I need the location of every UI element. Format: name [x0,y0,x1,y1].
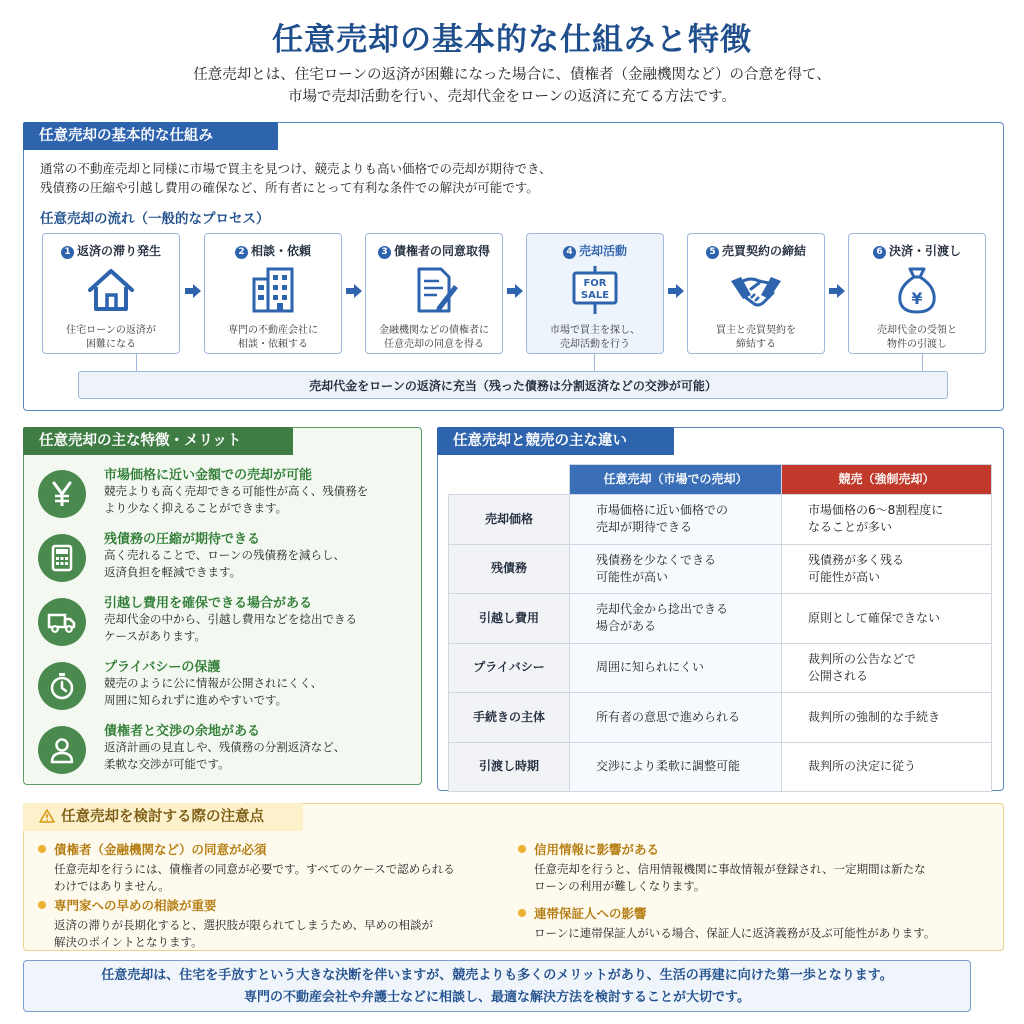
row-label: 売却価格 [449,495,570,545]
flow-summary-bar: 売却代金をローンの返済に充当（残った債務は分割返済などの交渉が可能） [78,371,948,399]
flow-step-3 [365,233,503,354]
step-description [366,324,502,352]
step-label: 債権者の同意取得 [393,244,490,258]
flow-step-6 [848,233,986,354]
merit-title: 債権者と交渉の余地がある [104,724,261,739]
caution-title-label: 連帯保証人への影響 [534,906,647,921]
cell-line: 裁判所の強制的な手続き [808,709,941,724]
merit-description [104,547,409,581]
step-description [43,324,179,352]
person-icon [47,735,77,765]
connector-line [594,354,595,371]
merit-desc-line-1: 競売よりも高く売却できる可能性が高く、残債務を [104,484,369,498]
cell-line: 交渉により柔軟に調整可能 [596,759,741,774]
cell-line: 可能性が高い [808,569,881,584]
merit-description [104,483,409,517]
caution-desc-line-1: 任意売却を行うと、信用情報機関に事故情報が登録され、一定期間は新たな [534,862,926,876]
merit-description [104,739,409,773]
step-desc-line-1: 市場で買主を探し、 [550,325,640,336]
step-label: 決済・引渡し [888,244,961,258]
step-description [205,324,341,352]
cell-nin-i [570,544,782,594]
merit-item-1 [38,464,413,524]
merit-description [104,675,409,709]
table-row [449,594,992,644]
cell-line: 市場価格の6〜8割程度に [808,503,944,518]
step-title [43,242,179,259]
merit-title: プライバシーの保護 [104,660,221,675]
merit-desc-line-2: 柔軟な交渉が可能です。 [104,757,230,771]
flow-step-2 [204,233,342,354]
row-label: 引越し費用 [449,594,570,644]
mechanism-heading: 任意売却の基本的な仕組み [23,122,278,150]
arrow-right-icon [184,283,202,299]
merit-item-2 [38,528,413,588]
step-number: 4 [563,246,576,259]
caution-desc-line-2: わけではありません。 [54,879,170,893]
mechanism-desc-line-1: 通常の不動産売却と同様に市場で買主を見つけ、競売よりも高い価格での売却が期待でき、 [40,161,552,176]
mechanism-description [40,159,990,197]
cell-line: 公開される [808,668,869,683]
caution-title [518,840,996,858]
cell-keibai [782,594,992,644]
step-number: 5 [706,246,719,259]
cell-line: 所有者の意思で進められる [596,709,741,724]
comparison-section [437,427,1004,791]
row-label: 残債務 [449,544,570,594]
table-header-row [449,465,992,495]
mechanism-section [23,122,1004,411]
step-desc-line-2: 相談・依頼する [238,339,308,350]
merit-title: 残債務の圧縮が期待できる [104,532,261,547]
intro-line-1: 任意売却とは、住宅ローンの返済が困難になった場合に、債権者（金融機関など）の合意を得て、 [193,67,831,83]
step-desc-line-1: 住宅ローンの返済が [66,325,156,336]
cell-line: 周囲に知られにくい [596,660,705,675]
merit-icon-circle [38,662,86,710]
merits-section [23,427,422,785]
merit-icon-circle [38,470,86,518]
bullet-dot [38,901,46,909]
cell-line: 売却代金から捻出できる [596,602,729,617]
caution-item-1 [38,840,508,895]
merit-description [104,611,409,645]
closing-message [23,960,971,1012]
row-label: プライバシー [449,643,570,693]
cell-line: 原則として確保できない [808,610,941,625]
intro-line-2: 市場で売却活動を行い、売却代金をローンの返済に充てる方法です。 [287,89,737,105]
caution-title [38,896,508,914]
step-desc-line-2: 任意売却の同意を得る [384,339,484,350]
caution-title-label: 信用情報に影響がある [534,842,660,857]
table-row [449,643,992,693]
merit-desc-line-1: 競売のように公に情報が公開されにくく、 [104,676,323,690]
cell-line: 残債務が多く残る [808,552,905,567]
sign-text-sale: SALE [580,290,610,301]
table-row [449,544,992,594]
step-desc-line-1: 買主と売買契約を [716,325,796,336]
sign-text-for: FOR [583,278,607,289]
step-title [688,242,824,259]
bullet-dot [518,909,526,917]
caution-item-4 [518,904,996,942]
caution-title-label: 債権者（金融機関など）の同意が必須 [54,842,267,857]
step-desc-line-1: 金融機関などの債権者に [379,325,489,336]
caution-item-3 [518,840,996,895]
cell-keibai [782,495,992,545]
merit-item-5 [38,720,413,780]
flow-step-5 [687,233,825,354]
step-desc-line-2: 締結する [736,339,776,350]
step-label: 相談・依頼 [250,244,311,258]
table-row [449,495,992,545]
cell-nin-i [570,693,782,743]
cell-line: なることが多い [808,520,893,535]
caution-title [518,904,996,922]
handshake-icon [729,265,783,315]
bullet-dot [38,845,46,853]
intro-text [0,64,1024,108]
caution-desc-line-2: 解決のポイントとなります。 [54,935,203,949]
merit-icon-circle [38,598,86,646]
merit-item-4 [38,656,413,716]
comparison-table [448,464,992,792]
cell-nin-i [570,594,782,644]
cell-line: 可能性が高い [596,569,669,584]
document-icon [407,265,461,315]
caution-desc-line-1: 任意売却を行うには、債権者の同意が必要です。すべてのケースで認められる [54,862,455,876]
connector-line [922,354,923,371]
cell-keibai [782,693,992,743]
merit-desc-line-2: 周囲に知られずに進めやすいです。 [104,693,288,707]
column-header-nin-i-baikyaku: 任意売却（市場での売却） [570,465,782,495]
caution-description [534,925,996,942]
step-number: 3 [378,246,391,259]
closing-line-2: 専門の不動産会社や弁護士などに相談し、最適な解決方法を検討することが大切です。 [244,990,750,1005]
step-label: 売却活動 [578,244,627,258]
building-icon [246,265,300,315]
step-label: 売買契約の締結 [721,244,806,258]
flow-title: 任意売却の流れ（一般的なプロセス） [40,211,270,227]
row-label: 手続きの主体 [449,693,570,743]
flow-step-4 [526,233,664,354]
merit-icon-circle [38,726,86,774]
table-row [449,742,992,792]
step-description [849,324,985,352]
cell-nin-i [570,495,782,545]
svg-text:¥: ¥ [911,289,923,308]
step-number: 6 [873,246,886,259]
cell-keibai [782,643,992,693]
step-desc-line-2: 売却活動を行う [560,339,630,350]
merit-item-3 [38,592,413,652]
cell-nin-i [570,643,782,693]
cell-line: 売却が期待できる [596,520,693,535]
caution-desc-line-1: ローンに連帯保証人がいる場合、保証人に返済義務が及ぶ可能性があります。 [534,926,936,940]
step-number: 1 [61,246,74,259]
merit-desc-line-2: ケースがあります。 [104,629,207,643]
cell-line: 裁判所の決定に従う [808,759,917,774]
table-row [449,693,992,743]
comparison-heading: 任意売却と競売の主な違い [437,427,674,455]
caution-item-2 [38,896,508,951]
caution-desc-line-1: 返済の滞りが長期化すると、選択肢が限られてしまうため、早めの相談が [54,918,434,932]
for-sale-sign-icon [568,265,622,315]
cautions-heading [23,803,303,831]
stopwatch-icon [47,671,77,701]
cell-keibai [782,544,992,594]
merit-desc-line-1: 高く売れることで、ローンの残債務を減らし、 [104,548,346,562]
step-title [527,242,663,259]
arrow-right-icon [667,283,685,299]
merit-icon-circle [38,534,86,582]
caution-description [534,861,996,895]
step-description [527,324,663,352]
step-number: 2 [235,246,248,259]
yen-icon [47,479,77,509]
money-bag-icon [890,265,944,315]
connector-line [136,354,137,371]
page-title: 任意売却の基本的な仕組みと特徴 [272,22,752,58]
caution-title-label: 専門家への早めの相談が重要 [54,898,217,913]
merit-title: 市場価格に近い金額での売却が可能 [104,468,313,483]
flow-step-1 [42,233,180,354]
merit-desc-line-1: 売却代金の中から、引越し費用などを捻出できる [104,612,357,626]
merit-desc-line-2: より少なく抑えることができます。 [104,501,288,515]
cautions-heading-label: 任意売却を検討する際の注意点 [61,809,264,825]
row-label: 引渡し時期 [449,742,570,792]
arrow-right-icon [828,283,846,299]
step-title [366,242,502,259]
step-desc-line-1: 売却代金の受領と [877,325,957,336]
cell-line: 場合がある [596,619,657,634]
step-title [205,242,341,259]
caution-description [54,917,508,951]
step-desc-line-1: 専門の不動産会社に [228,325,318,336]
arrow-right-icon [506,283,524,299]
table-corner [449,465,570,495]
merit-title: 引越し費用を確保できる場合がある [104,596,313,611]
merit-desc-line-2: 返済負担を軽減できます。 [104,565,242,579]
house-icon [84,265,138,315]
calculator-icon [47,543,77,573]
truck-icon [47,607,77,637]
bullet-dot [518,845,526,853]
caution-desc-line-2: ローンの利用が難しくなります。 [534,879,706,893]
closing-line-1: 任意売却は、住宅を手放すという大きな決断を伴いますが、競売よりも多くのメリットがあり、生活の再建に向けた第一歩となります。 [101,968,893,983]
step-label: 返済の滞り発生 [76,244,161,258]
cell-nin-i [570,742,782,792]
caution-title [38,840,508,858]
mechanism-desc-line-2: 残債務の圧縮や引越し費用の確保など、所有者にとって有利な条件での解決が可能です。 [40,180,539,195]
merit-desc-line-1: 返済計画の見直しや、残債務の分割返済など、 [104,740,346,754]
step-desc-line-2: 困難になる [86,339,136,350]
cell-line: 残債務を少なくできる [596,552,717,567]
step-title [849,242,985,259]
step-desc-line-2: 物件の引渡し [887,339,947,350]
cell-keibai [782,742,992,792]
column-header-keibai: 競売（強制売却） [782,465,992,495]
caution-description [54,861,508,895]
arrow-right-icon [345,283,363,299]
merits-heading: 任意売却の主な特徴・メリット [23,427,293,455]
cell-line: 市場価格に近い価格での [596,503,729,518]
step-description [688,324,824,352]
cell-line: 裁判所の公告などで [808,651,917,666]
cautions-section [23,803,1004,951]
warning-icon [39,809,55,823]
